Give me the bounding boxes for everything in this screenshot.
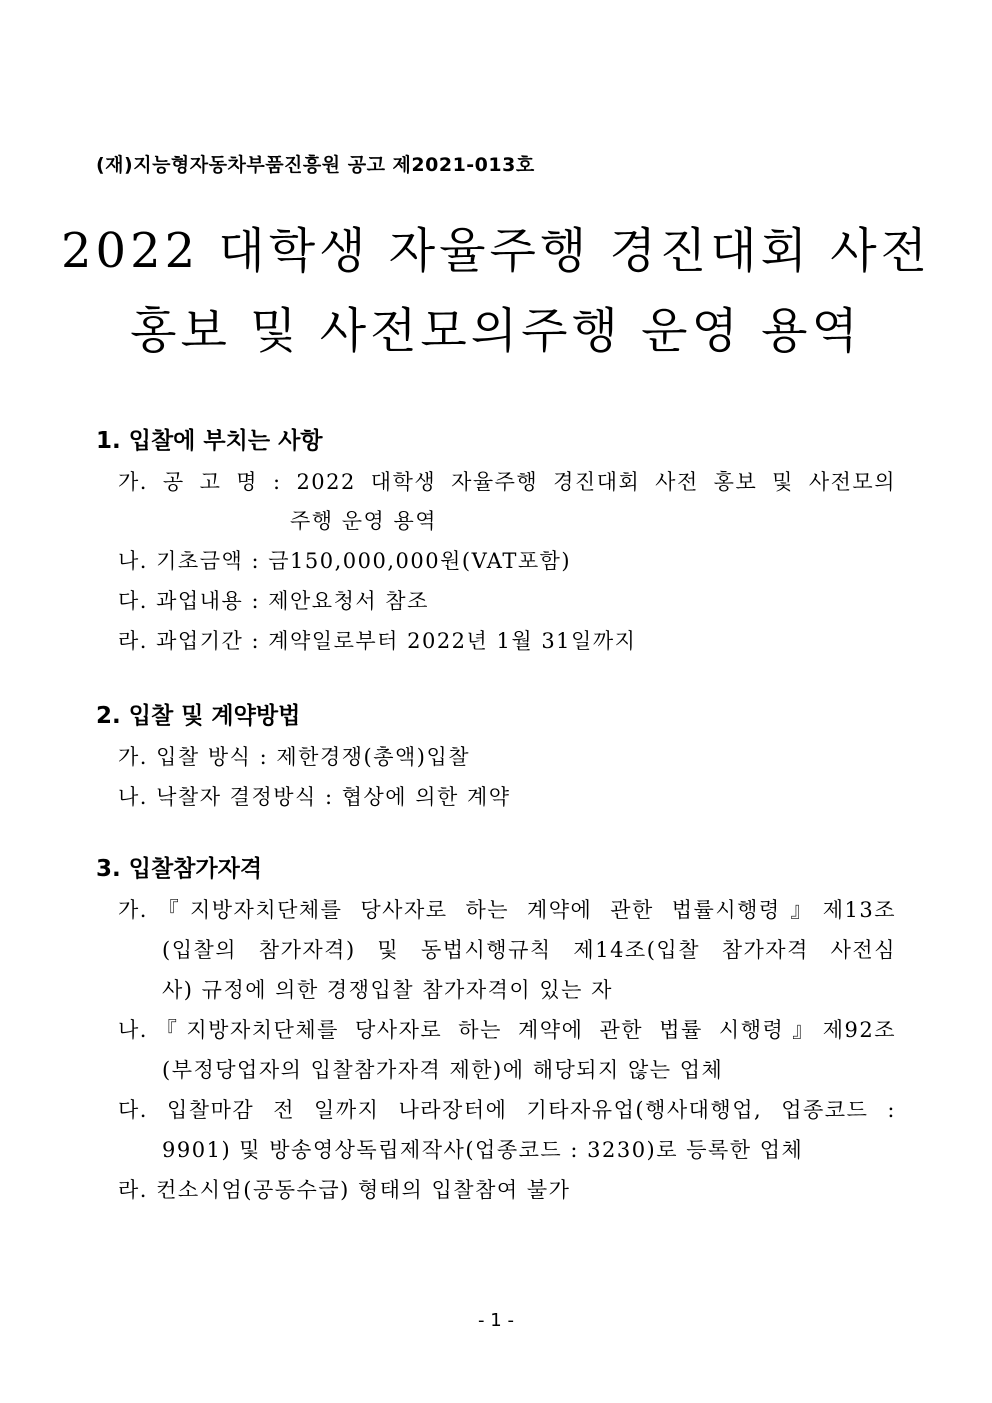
section-3-item-ra: 라. 컨소시엄(공동수급) 형태의 입찰참여 불가 <box>118 1178 571 1202</box>
section-1-item-ga: 가. 공 고 명 : 2022 대학생 자율주행 경진대회 사전 홍보 및 사전모의 <box>118 470 896 494</box>
notice-number: (재)지능형자동차부품진흥원 공고 제2021-013호 <box>96 154 535 176</box>
section-1-item-da: 다. 과업내용 : 제안요청서 참조 <box>118 589 429 613</box>
section-heading-1: 1. 입찰에 부치는 사항 <box>96 428 323 454</box>
section-3-item-ga-cont-2: 사) 규정에 의한 경쟁입찰 참가자격이 있는 자 <box>162 978 613 1002</box>
page-number: - 1 - <box>478 1310 514 1331</box>
section-3-item-ga-cont-1: (입찰의 참가자격) 및 동법시행규칙 제14조(입찰 참가자격 사전심 <box>162 938 896 962</box>
section-3-item-da: 다. 입찰마감 전 일까지 나라장터에 기타자유업(행사대행업, 업종코드 : <box>118 1098 896 1122</box>
section-1-item-ra: 라. 과업기간 : 계약일로부터 2022년 1월 31일까지 <box>118 629 637 653</box>
document-title-line-1: 2022 대학생 자율주행 경진대회 사전 <box>61 223 931 279</box>
section-1-item-na: 나. 기초금액 : 금150,000,000원(VAT포함) <box>118 549 572 573</box>
section-2-item-na: 나. 낙찰자 결정방식 : 협상에 의한 계약 <box>118 785 511 809</box>
section-heading-3: 3. 입찰참가자격 <box>96 856 263 882</box>
section-3-item-na-cont: (부정당업자의 입찰참가자격 제한)에 해당되지 않는 업체 <box>162 1058 724 1082</box>
section-heading-2: 2. 입찰 및 계약방법 <box>96 703 301 729</box>
section-3-item-da-cont: 9901) 및 방송영상독립제작사(업종코드 : 3230)로 등록한 업체 <box>162 1138 804 1162</box>
section-1-item-ga-cont: 주행 운영 용역 <box>290 509 438 533</box>
section-3-item-na: 나.『지방자치단체를 당사자로 하는 계약에 관한 법률 시행령』제92조 <box>118 1018 896 1042</box>
section-2-item-ga: 가. 입찰 방식 : 제한경쟁(총액)입찰 <box>118 745 471 769</box>
section-3-item-ga: 가.『지방자치단체를 당사자로 하는 계약에 관한 법률시행령』제13조 <box>118 898 896 922</box>
document-title-line-2: 홍보 및 사전모의주행 운영 용역 <box>130 303 862 359</box>
